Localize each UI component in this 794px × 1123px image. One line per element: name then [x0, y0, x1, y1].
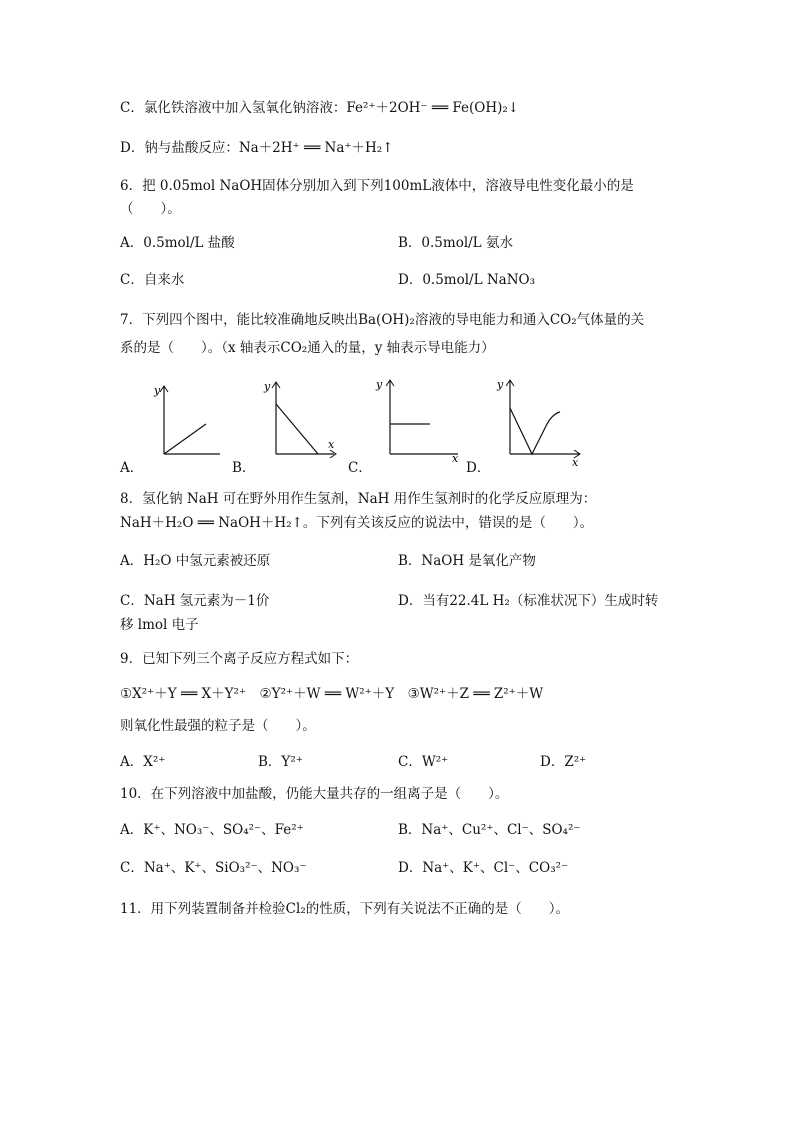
graph-d-x-label: x	[572, 456, 579, 468]
graph-a-label: A．	[120, 460, 144, 476]
graph-b-label: B．	[232, 460, 256, 476]
option-9a: A．X²⁺	[120, 754, 166, 770]
graph-b	[258, 376, 338, 468]
option-9b: B．Y²⁺	[258, 754, 303, 770]
graph-a	[148, 378, 223, 468]
question-6-stem: 6．把 0.05mol NaOH固体分别加入到下列100mL液体中，溶液导电性变化最小的是	[120, 178, 634, 194]
option-8d: D．当有22.4L H₂（标准状况下）生成时转	[398, 593, 659, 609]
question-11-stem: 11．用下列装置制备并检验Cl₂的性质，下列有关说法不正确的是（ ）。	[120, 901, 569, 917]
question-9-ask: 则氧化性最强的粒子是（ ）。	[120, 718, 316, 734]
option-10c: C．Na⁺、K⁺、SiO₃²⁻、NO₃⁻	[120, 860, 307, 876]
option-6c: C．自来水	[120, 272, 185, 288]
question-7-stem: 7．下列四个图中，能比较准确地反映出Ba(OH)₂溶液的导电能力和通入CO₂气体量的关	[120, 312, 645, 328]
option-8d-cont: 移 lmol 电子	[120, 617, 199, 633]
graph-c-x-label: x	[452, 452, 459, 465]
option-10d: D．Na⁺、K⁺、Cl⁻、CO₃²⁻	[398, 860, 569, 876]
graph-d-label: D．	[466, 460, 491, 476]
option-5d: D．钠与盐酸反应：Na＋2H⁺ ══ Na⁺＋H₂↑	[120, 140, 394, 156]
graph-a-y-label: y	[154, 384, 161, 397]
option-6a: A．0.5mol/L 盐酸	[120, 235, 235, 251]
option-8c: C．NaH 氢元素为－1价	[120, 593, 270, 609]
question-7-stem-2: 系的是（ ）。（x 轴表示CO₂通入的量，y 轴表示导电能力）	[120, 340, 495, 356]
option-6d: D．0.5mol/L NaNO₃	[398, 272, 535, 288]
graph-d-y-label: y	[497, 378, 504, 391]
option-9d: D．Z²⁺	[540, 754, 587, 770]
option-6b: B．0.5mol/L 氨水	[398, 235, 513, 251]
question-6-bracket: （ ）。	[120, 201, 181, 217]
question-10-stem: 10．在下列溶液中加盐酸，仍能大量共存的一组离子是（ ）。	[120, 786, 509, 802]
option-9c: C．W²⁺	[398, 754, 449, 770]
option-10b: B．Na⁺、Cu²⁺、Cl⁻、SO₄²⁻	[398, 822, 581, 838]
question-8-stem: 8．氢化钠 NaH 可在野外用作生氢剂，NaH 用作生氢剂时的化学反应原理为：	[120, 491, 597, 507]
graph-c	[372, 374, 462, 468]
graph-d	[494, 374, 584, 468]
option-10a: A．K⁺、NO₃⁻、SO₄²⁻、Fe²⁺	[120, 822, 304, 838]
option-8a: A．H₂O 中氢元素被还原	[120, 553, 271, 569]
option-5c: C．氯化铁溶液中加入氢氧化钠溶液：Fe²⁺＋2OH⁻ ══ Fe(OH)₂↓	[120, 100, 520, 116]
graph-c-y-label: y	[376, 378, 383, 391]
graph-b-y-label: y	[264, 380, 271, 393]
graph-c-label: C．	[348, 460, 372, 476]
question-9-stem: 9．已知下列三个离子反应方程式如下：	[120, 651, 359, 667]
graph-b-x-label: x	[328, 438, 335, 451]
option-8b: B．NaOH 是氧化产物	[398, 553, 536, 569]
question-9-equations: ①X²⁺＋Y ══ X＋Y²⁺ ②Y²⁺＋W ══ W²⁺＋Y ③W²⁺＋Z ══ Z²⁺＋W	[120, 686, 544, 702]
question-8-equation: NaH＋H₂O ══ NaOH＋H₂↑。下列有关该反应的说法中，错误的是（ ）。	[120, 515, 594, 531]
